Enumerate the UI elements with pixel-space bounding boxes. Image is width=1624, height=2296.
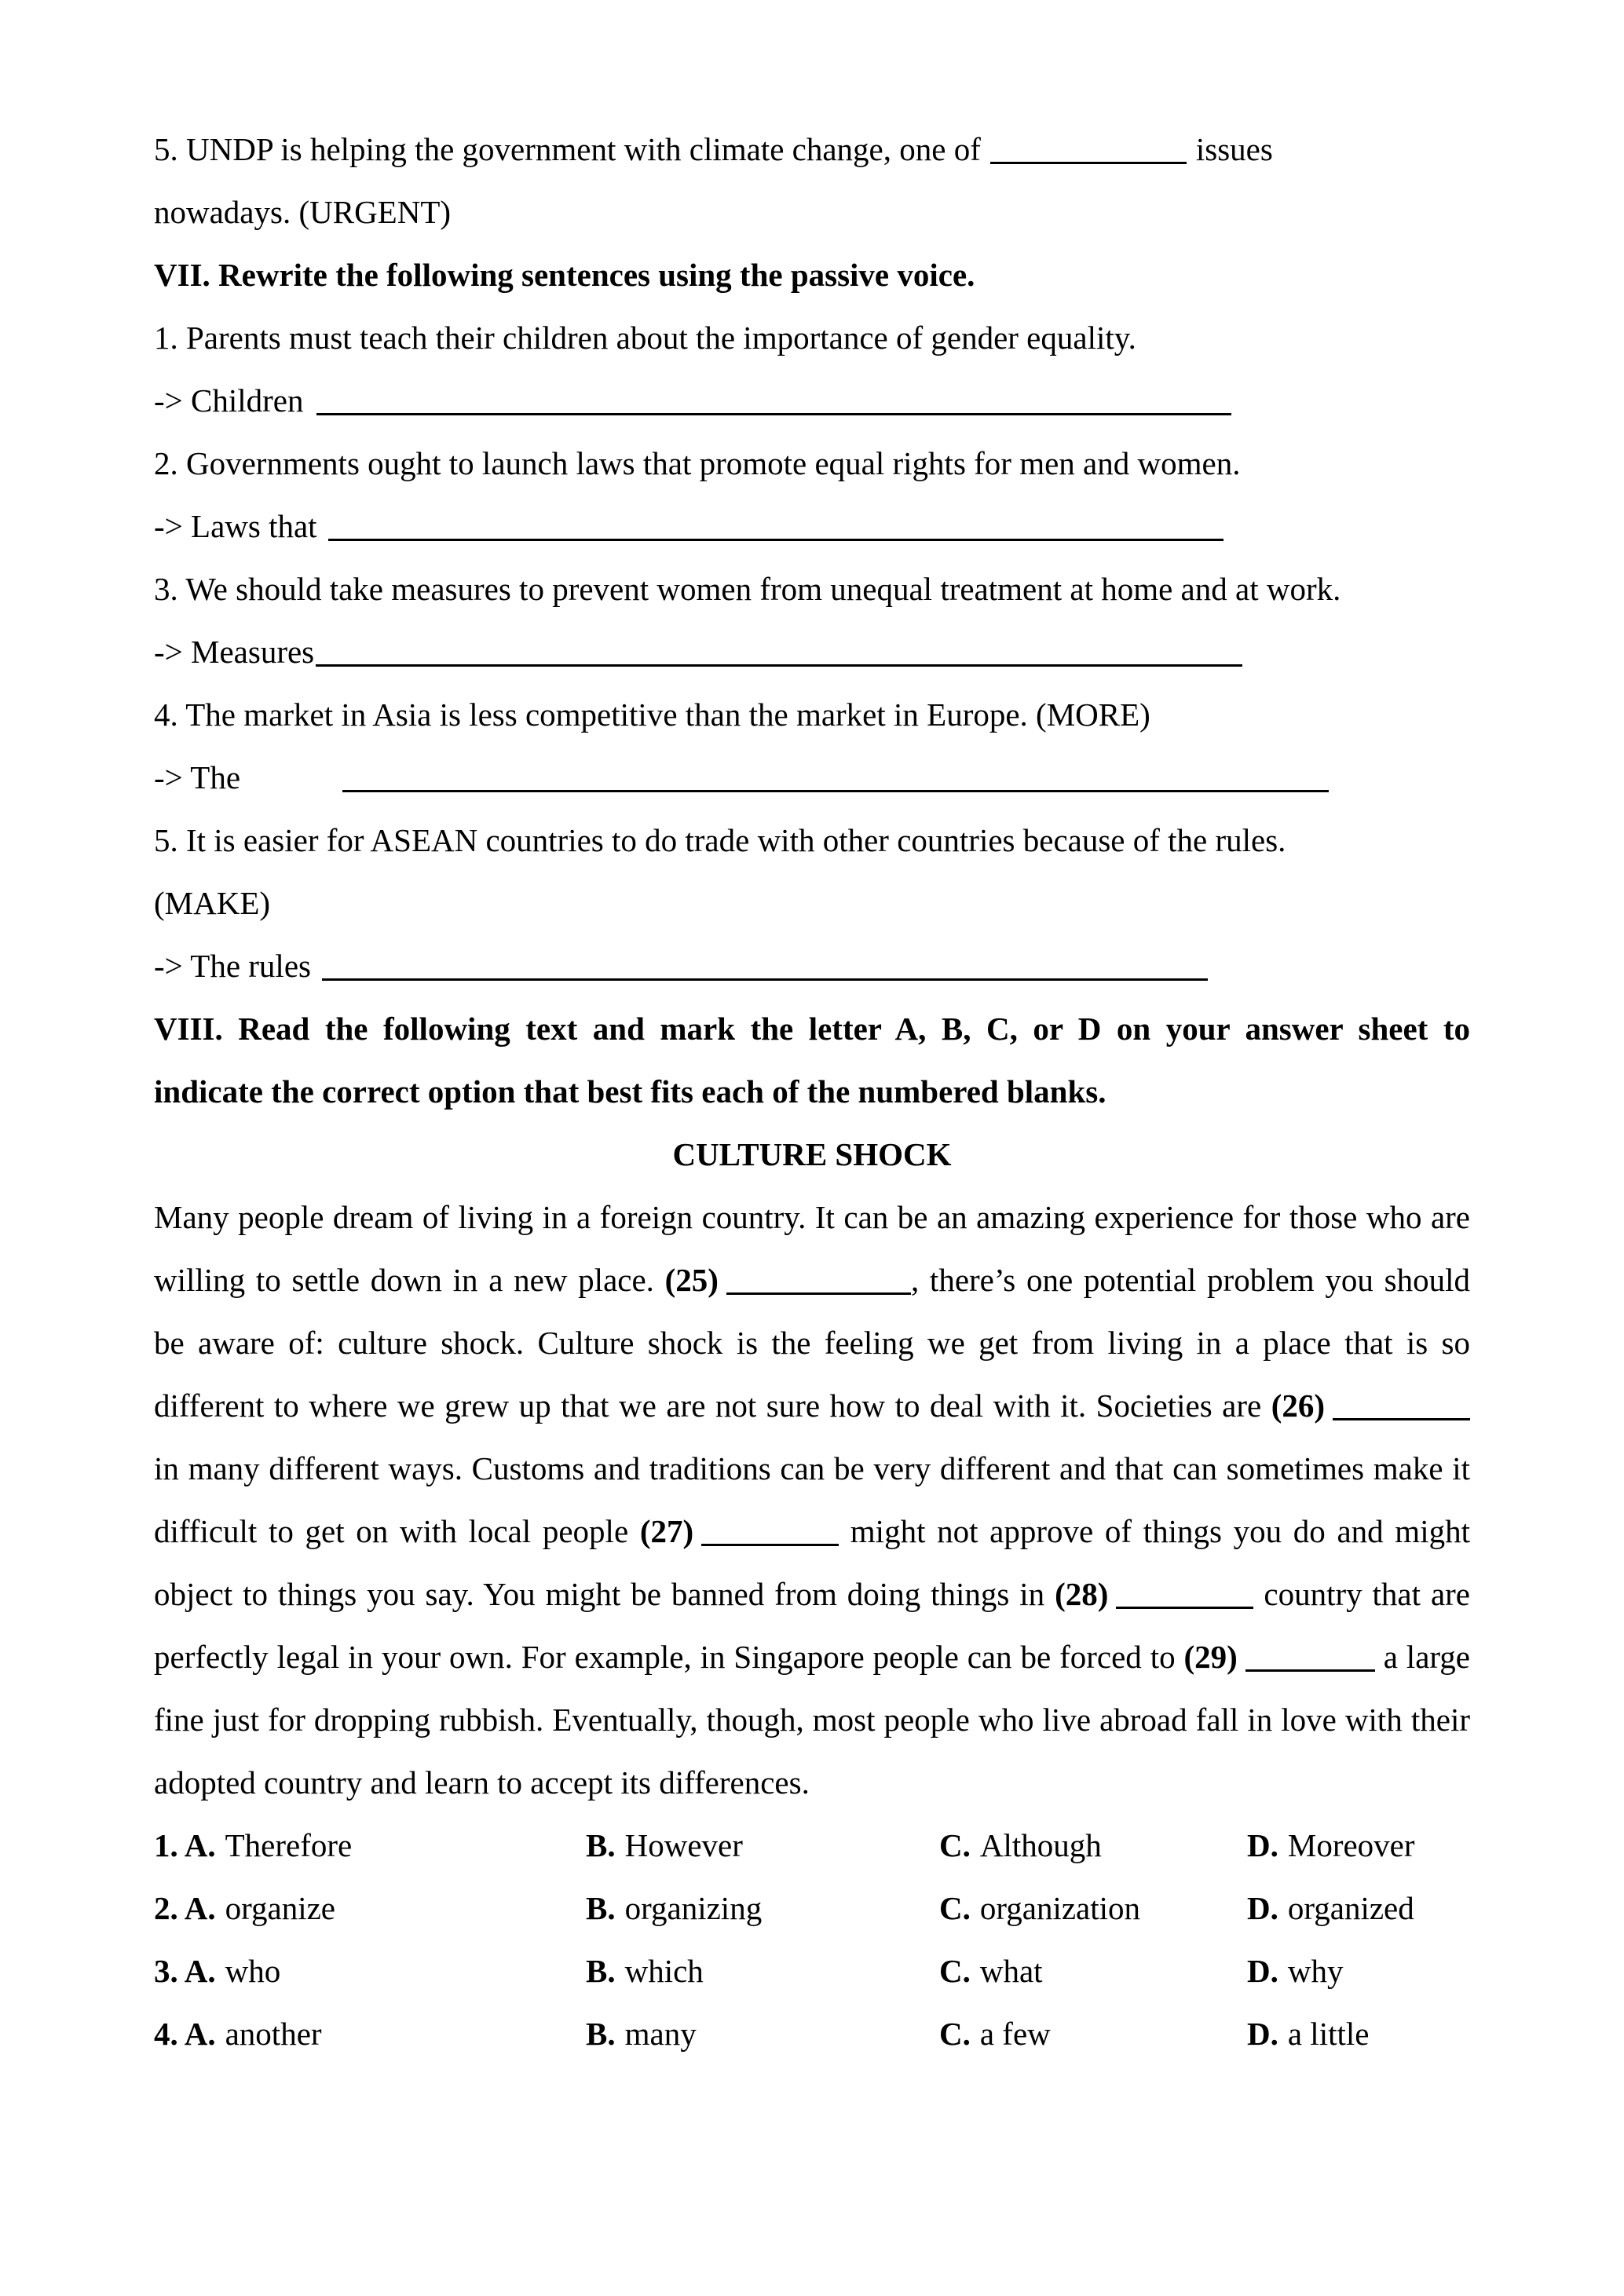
option-text: who [225,1953,281,1989]
option-text: why [1287,1953,1344,1989]
rewrite-prefix: -> Measures [154,634,315,670]
s7-rewrite-3 [154,620,1470,683]
option-label: C. [939,2016,971,2052]
option-cell-c [939,1814,1247,1877]
option-label: C. [939,1890,971,1926]
section-8-heading-line-2: indicate the correct option that best fits each of the numbered blanks. [154,1073,1106,1110]
rewrite-prefix: -> The rules [154,948,311,984]
sentence-text: issues [1195,131,1273,167]
option-cell-c [939,1940,1247,2002]
s7-rewrite-4 [154,746,1470,809]
option-cell-b [586,1814,939,1877]
s7-sentence-5-line-2: (MAKE) [154,885,271,921]
option-text: a few [979,2016,1051,2052]
options-row [154,1940,1470,2002]
option-text: which [624,1953,704,1989]
option-label: D. [1247,1827,1278,1863]
exercise-item-5-line-2: nowadays. (URGENT) [154,194,452,230]
answer-blank [322,978,1208,981]
s7-sentence-3: 3. We should take measures to prevent women from unequal treatment at home and at work. [154,571,1341,607]
s7-sentence-2: 2. Governments ought to launch laws that promote equal rights for men and women. [154,445,1241,481]
options-row [154,2002,1470,2065]
option-text: what [979,1953,1043,1989]
option-label: B. [586,1827,616,1863]
option-text: organized [1287,1890,1414,1926]
option-label: 3. A. [154,1953,216,1989]
option-text: Therefore [225,1827,353,1863]
option-text: organize [225,1890,336,1926]
s7-rewrite-5 [154,934,1470,997]
passage-blank [1245,1669,1375,1672]
option-label: C. [939,1827,971,1863]
option-label: D. [1247,2016,1278,2052]
section-8-heading-line-1: VIII. Read the following text and mark the letter A, B, C, or D on your answer sheet to [154,1011,1470,1047]
passage-title: CULTURE SHOCK [672,1136,952,1172]
option-label: B. [586,1953,616,1989]
passage-text: country that are perfectly legal in your own. For example, in Singapore people can be forced to [154,1576,1471,1675]
option-label: 4. A. [154,2016,216,2052]
option-cell-a [154,1877,586,1940]
option-cell-c [939,1877,1247,1940]
option-text: Although [979,1827,1102,1863]
section-7-heading: VII. Rewrite the following sentences using the passive voice. [154,257,975,293]
passage-text: , there’s one potential problem you should be aware of: culture shock. Culture shock is the feeling we get from living in a place that is so different to where we grew up that we are not sure how to deal with it. Societies are [154,1262,1470,1424]
options-row [154,1877,1470,1940]
s7-sentence-5-line-1: 5. It is easier for ASEAN countries to do trade with other countries because of the rules. [154,822,1286,858]
answer-blank [990,162,1187,164]
passage-text: a large fine just for dropping rubbish. Eventually, though, most people who live abroad fall in love with their adopted country and learn to accept its differences. [154,1639,1471,1801]
blank-number: (25) [664,1262,719,1298]
answer-blank [316,664,1242,667]
reading-passage [154,1186,1470,1814]
blank-number: (28) [1055,1576,1109,1612]
s7-sentence-1: 1. Parents must teach their children about the importance of gender equality. [154,320,1136,356]
passage-blank [726,1292,911,1295]
answer-blank [328,539,1223,541]
option-cell-d [1247,1814,1470,1877]
passage-blank [1116,1607,1253,1609]
option-text: organizing [624,1890,763,1926]
s7-rewrite-1 [154,369,1470,432]
sentence-text: 5. UNDP is helping the government with climate change, one of [154,131,981,167]
answer-blank [316,413,1231,415]
option-label: D. [1247,1953,1278,1989]
option-text: another [225,2016,322,2052]
option-cell-a [154,2002,586,2065]
option-cell-c [939,2002,1247,2065]
option-text: a little [1287,2016,1370,2052]
option-cell-b [586,1940,939,2002]
s7-rewrite-2 [154,495,1470,558]
option-label: B. [586,2016,616,2052]
option-label: 1. A. [154,1827,216,1863]
option-cell-a [154,1814,586,1877]
rewrite-prefix: -> Laws that [154,508,317,544]
option-text: Moreover [1287,1827,1415,1863]
blank-number: (26) [1271,1387,1325,1424]
option-text: many [624,2016,697,2052]
option-label: B. [586,1890,616,1926]
option-cell-d [1247,1940,1470,2002]
blank-number: (29) [1183,1639,1238,1675]
rewrite-prefix: -> The [154,759,241,795]
option-cell-a [154,1940,586,2002]
passage-blank [701,1544,839,1546]
option-cell-d [1247,1877,1470,1940]
option-text: organization [979,1890,1141,1926]
option-cell-b [586,2002,939,2065]
rewrite-prefix: -> Children [154,382,304,419]
option-cell-b [586,1877,939,1940]
option-cell-d [1247,2002,1470,2065]
exercise-item-5-line-1 [154,118,1470,181]
option-label: 2. A. [154,1890,216,1926]
option-text: However [624,1827,743,1863]
passage-text: might not approve of things you do and might object to things you say. You might be banned from doing things in [154,1513,1470,1612]
passage-blank [1333,1418,1470,1420]
blank-number: (27) [639,1513,694,1549]
passage-text: in many different ways. Customs and traditions can be very different and that can sometimes make it difficult to get on with local people [154,1450,1470,1549]
option-label: C. [939,1953,971,1989]
options-row [154,1814,1470,1877]
answer-blank [342,790,1329,792]
s7-sentence-4: 4. The market in Asia is less competitive than the market in Europe. (MORE) [154,696,1150,733]
passage-text: Many people dream of living in a foreign country. It can be an amazing experience for those who are willing to settle down in a new place. [154,1199,1470,1298]
option-label: D. [1247,1890,1278,1926]
